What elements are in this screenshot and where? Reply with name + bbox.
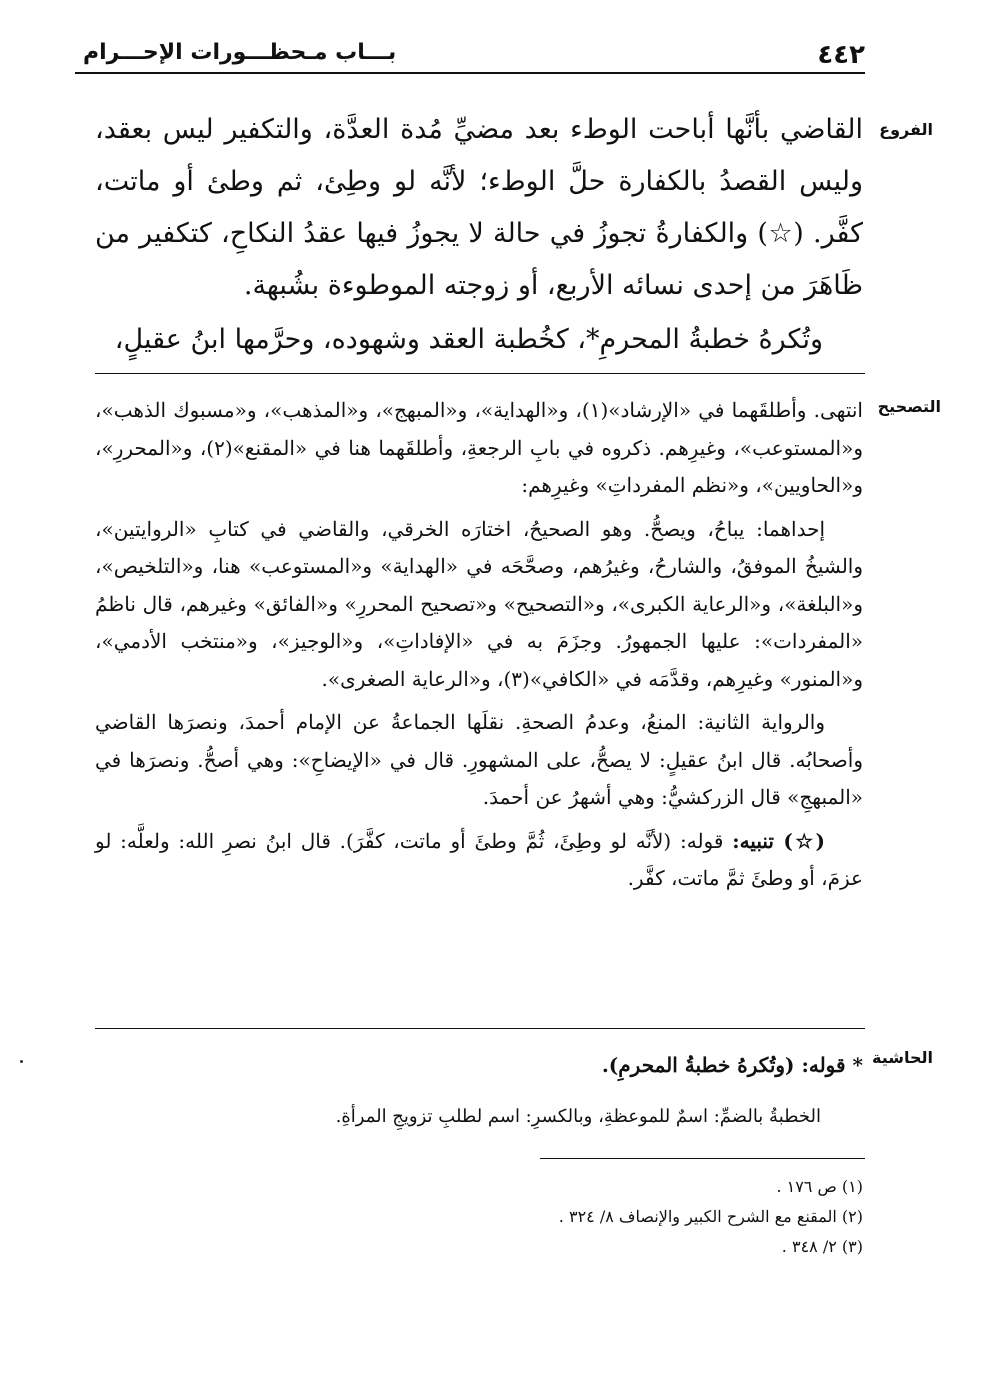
footnote: (٢) المقنع مع الشرح الكبير والإنصاف ٨/ ٣٢٤ . <box>558 1207 863 1226</box>
margin-dot <box>20 1060 23 1063</box>
tashih-paragraph: انتهى. وأطلقَهما في «الإرشاد»(١)، و«الهداية»، و«المبهج»، و«المذهب»، و«مسبوك الذهب»، و«المستوعب»، وغيرِهم. ذكروه في بابِ الرجعةِ، وأطلقَهما هنا في «المقنع»(٢)، و«المحررِ»، و«الحاويين»، و«نظم المفرداتِ» وغيرِهم: <box>95 398 863 497</box>
tashih-text <box>95 392 863 904</box>
note-text: قوله: (لأنَّه لو وطِئَ، ثُمَّ وطئَ أو ماتت، كفَّرَ). قال ابنُ نصرِ الله: ولعلَّه: لو عزمَ، أو وطئَ ثمَّ ماتت، كفَّر. <box>95 828 863 890</box>
section-label-hashiya: الحاشية <box>872 1048 933 1067</box>
tashih-paragraph: إحداهما: يباحُ، ويصحُّ. وهو الصحيحُ، اختارَه الخرقي، والقاضي في كتابِ «الروايتين»، والشيخُ الموفقُ، والشارحُ، وغيرُهم، وصحَّحَه في «الهداية» و«المستوعب» هنا، و«التلخيص»، و«البلغة»، و«الرعاية الكبرى»، و«التصحيح» و«تصحيح المحررِ» و«الفائق» وغيرهم، قال ناظمُ «المفردات»: عليها الجمهورُ. وجزَمَ به في «الإفاداتِ»، و«الوجيز»، و«منتخب الأدمي»، و«المنور» وغيرِهم، وقدَّمَه في «الكافي»(٣)، و«الرعاية الصغرى». <box>95 516 863 691</box>
tashih-paragraph: والرواية الثانية: المنعُ، وعدمُ الصحةِ. نقلَها الجماعةُ عن الإمام أحمدَ، ونصرَها القاضي وأصحابُه. قال ابنُ عقيلٍ: لا يصحُّ، على المشهورِ. قال في «الإيضاحِ»: وهي أصحُّ. ونصرَها في «المبهجِ» قال الزركشيُّ: وهي أشهرُ عن أحمدَ. <box>95 710 863 809</box>
main-paragraph: القاضي بأنَّها أباحت الوطء بعد مضيِّ مُدة العدَّة، والتكفير ليس بعقد، وليس القصدُ بالكفارة حلَّ الوطء؛ لأنَّه لو وطِئ، ثم وطئ أو ماتت، كفَّر. (☆) والكفارةُ تجوزُ في حالة لا يجوزُ فيها عقدُ النكاحِ، كتكفير من ظَاهَرَ من إحدى نسائه الأربع، أو زوجته الموطوءة بشُبهة. <box>95 114 863 301</box>
main-paragraph: وتُكرهُ خطبةُ المحرمِ*، كخُطبة العقد وشهوده، وحرَّمها ابنُ عقيلٍ، <box>114 324 823 355</box>
hashiya-text <box>95 1048 863 1152</box>
page-header <box>75 38 865 74</box>
note-label: (☆) تنبيه: <box>732 828 825 853</box>
section-divider <box>95 1028 865 1029</box>
main-text <box>95 104 863 366</box>
section-label-tashih: التصحيح <box>877 397 941 416</box>
chapter-title: بـــاب مـحظـــورات الإحـــرام <box>83 40 397 65</box>
page-number: ٤٤٢ <box>817 40 865 70</box>
section-label-furu: الفروع <box>879 120 933 139</box>
footnote: (١) ص ١٧٦ . <box>776 1177 863 1196</box>
footnote: (٣) ٢/ ٣٤٨ . <box>781 1237 863 1256</box>
hashiya-definition: الخطبةُ بالضمِّ: اسمٌ للموعظةِ، وبالكسرِ: اسم لطلبِ تزويجِ المرأةِ. <box>335 1106 821 1127</box>
footnote-divider <box>540 1158 865 1159</box>
section-divider <box>95 373 865 374</box>
hashiya-heading: * قوله: (وتُكرهُ خطبةُ المحرمِ). <box>601 1053 863 1077</box>
footnotes <box>363 1172 863 1262</box>
tashih-note <box>95 823 863 898</box>
